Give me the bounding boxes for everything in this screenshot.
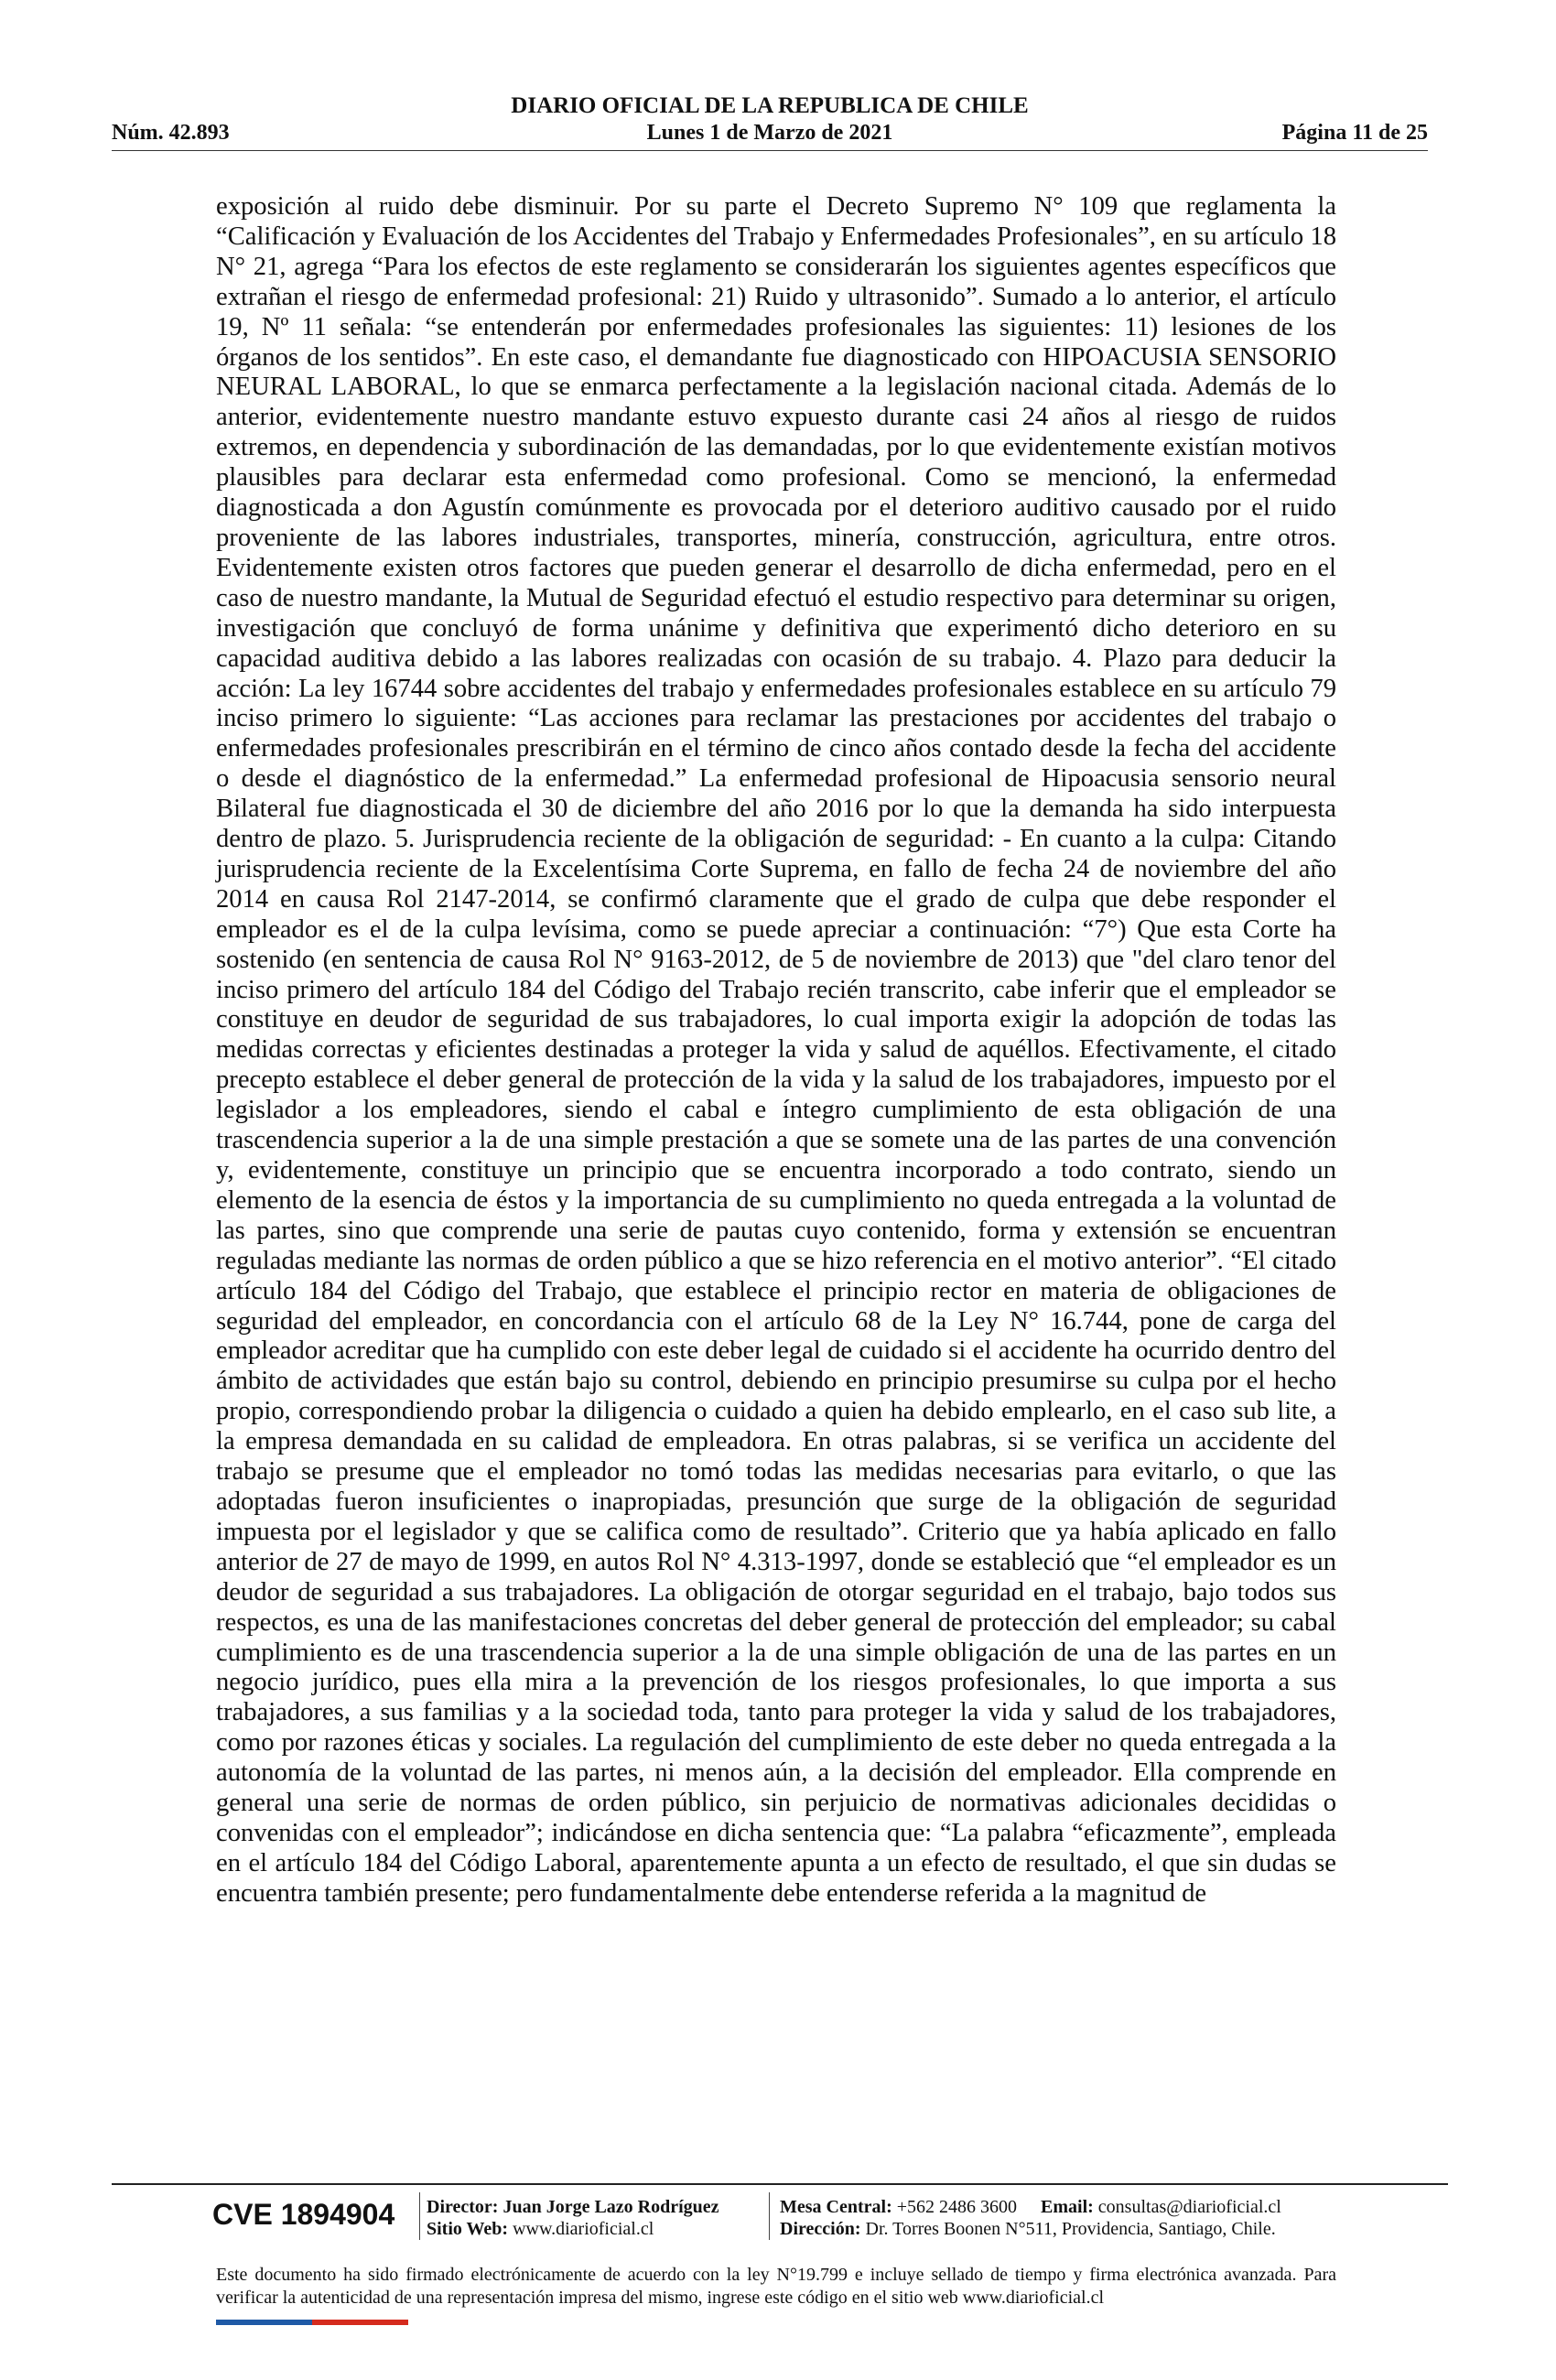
flag-blue-segment <box>216 2320 312 2325</box>
document-body <box>216 192 1336 2124</box>
issue-date: Lunes 1 de Marzo de 2021 <box>646 121 893 145</box>
director-label: Director: <box>427 2197 499 2217</box>
phone-value: +562 2486 3600 <box>896 2197 1018 2217</box>
flag-red-segment <box>312 2320 408 2325</box>
footer-divider <box>112 2183 1448 2185</box>
site-link[interactable]: www.diarioficial.cl <box>513 2219 654 2239</box>
address-value: Dr. Torres Boonen N°511, Providencia, Santiago, Chile. <box>865 2219 1276 2239</box>
email-link[interactable]: consultas@diarioficial.cl <box>1097 2197 1281 2217</box>
address-label: Dirección: <box>780 2219 861 2239</box>
cve-code: CVE 1894904 <box>212 2198 395 2231</box>
footer-contact-left <box>427 2196 719 2240</box>
issue-number: Núm. 42.893 <box>112 121 230 145</box>
legal-notice: Este documento ha sido firmado electrónicamente de acuerdo con la ley N°19.799 e incluye sellado de tiempo y firma electrónica avanzada. Para verificar la autenticidad de una representación impresa del mismo, ingrese este código en el sitio web www.diarioficial.cl <box>216 2265 1336 2308</box>
publication-title: DIARIO OFICIAL DE LA REPUBLICA DE CHILE <box>511 93 1029 118</box>
site-label: Sitio Web: <box>427 2219 509 2239</box>
page-indicator: Página 11 de 25 <box>1281 121 1428 145</box>
footer-separator <box>769 2192 770 2240</box>
header-divider <box>112 150 1428 151</box>
email-label: Email: <box>1041 2197 1094 2217</box>
director-name: Juan Jorge Lazo Rodríguez <box>502 2197 719 2217</box>
body-paragraph: exposición al ruido debe disminuir. Por su parte el Decreto Supremo N° 109 que reglamenta la “Calificación y Evaluación de los Accidentes del Trabajo y Enfermedades Profesionales”, en su artículo 18 N° 21, agrega “Para los efectos de este reglamento se considerarán los siguientes agentes específicos que extrañan el riesgo de enfermedad profesional: 21) Ruido y ultrasonido”. Sumado a lo anterior, el artículo 19, Nº 11 señala: “se entenderán por enfermedades profesionales las siguientes: 11) lesiones de los órganos de los sentidos”. En este caso, el demandante fue diagnosticado con HIPOACUSIA SENSORIO NEURAL LABORAL, lo que se enmarca perfectamente a la legislación nacional citada. Además de lo anterior, evidentemente nuestro mandante estuvo expuesto durante casi 24 años al riesgo de ruidos extremos, en dependencia y subordinación de las demandadas, por lo que evidentemente existían motivos plausibles para declarar esta enfermedad como profesional. Como se mencionó, la enfermedad diagnosticada a don Agustín comúnmente es provocada por el deterioro auditivo causado por el ruido proveniente de las labores industriales, transportes, minería, construcción, agricultura, entre otros. Evidentemente existen otros factores que pueden generar el desarrollo de dicha enfermedad, pero en el caso de nuestro mandante, la Mutual de Seguridad efectuó el estudio respectivo para determinar su origen, investigación que concluyó de forma unánime y definitiva que experimentó dicho deterioro en su capacidad auditiva debido a las labores realizadas con ocasión de su trabajo. 4. Plazo para deducir la acción: La ley 16744 sobre accidentes del trabajo y enfermedades profesionales establece en su artículo 79 inciso primero lo siguiente: “Las acciones para reclamar las prestaciones por accidentes del trabajo o enfermedades profesionales prescribirán en el término de cinco años contado desde la fecha del accidente o desde el diagnóstico de la enfermedad.” La enfermedad profesional de Hipoacusia sensorio neural Bilateral fue diagnosticada el 30 de diciembre del año 2016 por lo que la demanda ha sido interpuesta dentro de plazo. 5. Jurisprudencia reciente de la obligación de seguridad: - En cuanto a la culpa: Citando jurisprudencia reciente de la Excelentísima Corte Suprema, en fallo de fecha 24 de noviembre del año 2014 en causa Rol 2147-2014, se confirmó claramente que el grado de culpa que debe responder el empleador es el de la culpa levísima, como se puede apreciar a continuación: “7°) Que esta Corte ha sostenido (en sentencia de causa Rol N° 9163-2012, de 5 de noviembre de 2013) que "del claro tenor del inciso primero del artículo 184 del Código del Trabajo recién transcrito, cabe inferir que el empleador se constituye en deudor de seguridad de sus trabajadores, lo cual importa exigir la adopción de todas las medidas correctas y eficientes destinadas a proteger la vida y salud de aquéllos. Efectivamente, el citado precepto establece el deber general de protección de la vida y la salud de los trabajadores, impuesto por el legislador a los empleadores, siendo el cabal e íntegro cumplimiento de esta obligación de una trascendencia superior a la de una simple prestación a que se somete una de las partes de una convención y, evidentemente, constituye un principio que se encuentra incorporado a todo contrato, siendo un elemento de la esencia de éstos y la importancia de su cumplimiento no queda entregada a la voluntad de las partes, sino que comprende una serie de pautas cuyo contenido, forma y extensión se encuentran reguladas mediante las normas de orden público a que se hizo referencia en el motivo anterior”. “El citado artículo 184 del Código del Trabajo, que establece el principio rector en materia de obligaciones de seguridad del empleador, en concordancia con el artículo 68 de la Ley N° 16.744, pone de carga del empleador acreditar que ha cumplido con este deber legal de cuidado si el accidente ha ocurrido dentro del ámbito de actividades que están bajo su control, debiendo en principio presumirse su culpa por el hecho propio, correspondiendo probar la diligencia o cuidado a quien ha debido emplearlo, en el caso sub lite, a la empresa demandada en su calidad de empleadora. En otras palabras, si se verifica un accidente del trabajo se presume que el empleador no tomó todas las medidas necesarias para evitarlo, o que las adoptadas fueron insuficientes o inapropiadas, presunción que surge de la obligación de seguridad impuesta por el legislador y que se califica como de resultado”. Criterio que ya había aplicado en fallo anterior de 27 de mayo de 1999, en autos Rol N° 4.313-1997, donde se estableció que “el empleador es un deudor de seguridad a sus trabajadores. La obligación de otorgar seguridad en el trabajo, bajo todos sus respectos, es una de las manifestaciones concretas del deber general de protección del empleador; su cabal cumplimiento es de una trascendencia superior a la de una simple obligación de una de las partes en un negocio jurídico, pues ella mira a la prevención de los riesgos profesionales, lo que importa a sus trabajadores, a sus familias y a la sociedad toda, tanto para proteger la vida y salud de los trabajadores, como por razones éticas y sociales. La regulación del cumplimiento de este deber no queda entregada a la autonomía de la voluntad de las partes, ni menos aún, a la decisión del empleador. Ella comprende en general una serie de normas de orden público, sin perjuicio de normativas adicionales decididas o convenidas con el empleador”; indicándose en dicha sentencia que: “La palabra “eficazmente”, empleada en el artículo 184 del Código Laboral, aparentemente apunta a un efecto de resultado, el que sin dudas se encuentra también presente; pero fundamentalmente debe entenderse referida a la magnitud de <box>216 192 1336 1908</box>
footer-contact-right <box>780 2196 1281 2240</box>
footer-separator <box>419 2192 420 2240</box>
flag-stripe <box>216 2320 408 2325</box>
page-header <box>112 93 1428 148</box>
phone-label: Mesa Central: <box>780 2197 892 2217</box>
